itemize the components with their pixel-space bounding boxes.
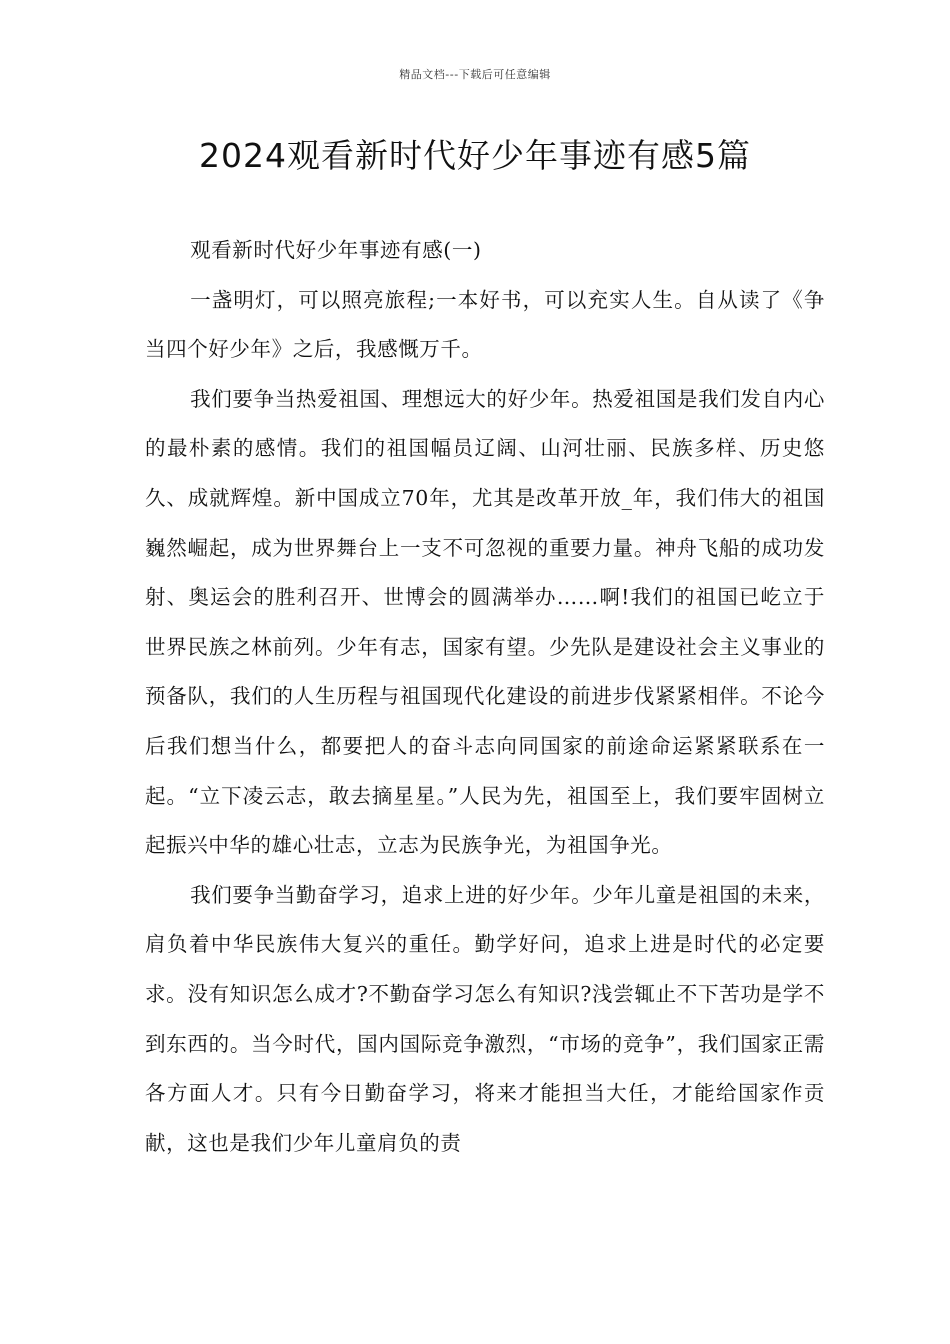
document-title: 2024观看新时代好少年事迹有感5篇 [199, 136, 751, 175]
paragraph-study: 我们要争当勤奋学习，追求上进的好少年。少年儿童是祖国的未来，肩负着中华民族伟大复兴的重任。勤学好问，追求上进是时代的必定要求。没有知识怎么成才?不勤奋学习怎么有知识?浅尝辄止不下苦功是学不到东西的。当今时代，国内国际竞争激烈，“市场的竞争”，我们国家正需各方面人才。只有今日勤奋学习，将来才能担当大任，才能给国家作贡献，这也是我们少年儿童肩负的责 [145, 882, 825, 1155]
paragraph-intro: 一盏明灯，可以照亮旅程;一本好书，可以充实人生。自从读了《争当四个好少年》之后，我感慨万千。 [145, 287, 825, 362]
header-note: 精品文档---下载后可任意编辑 [399, 68, 551, 81]
paragraph-patriotism: 我们要争当热爱祖国、理想远大的好少年。热爱祖国是我们发自内心的最朴素的感情。我们的祖国幅员辽阔、山河壮丽、民族多样、历史悠久、成就辉煌。新中国成立70年，尤其是改革开放_年，我们伟大的祖国巍然崛起，成为世界舞台上一支不可忽视的重要力量。神舟飞船的成功发射、奥运会的胜利召开、世博会的圆满举办……啊!我们的祖国已屹立于世界民族之林前列。少年有志，国家有望。少先队是建设社会主义事业的预备队，我们的人生历程与祖国现代化建设的前进步伐紧紧相伴。不论今后我们想当什么，都要把人的奋斗志向同国家的前途命运紧紧联系在一起。“立下凌云志，敢去摘星星。”人民为先，祖国至上，我们要牢固树立起振兴中华的雄心壮志，立志为民族争光，为祖国争光。 [145, 386, 825, 858]
document-body [145, 226, 825, 1168]
section-heading: 观看新时代好少年事迹有感(一) [190, 238, 482, 262]
